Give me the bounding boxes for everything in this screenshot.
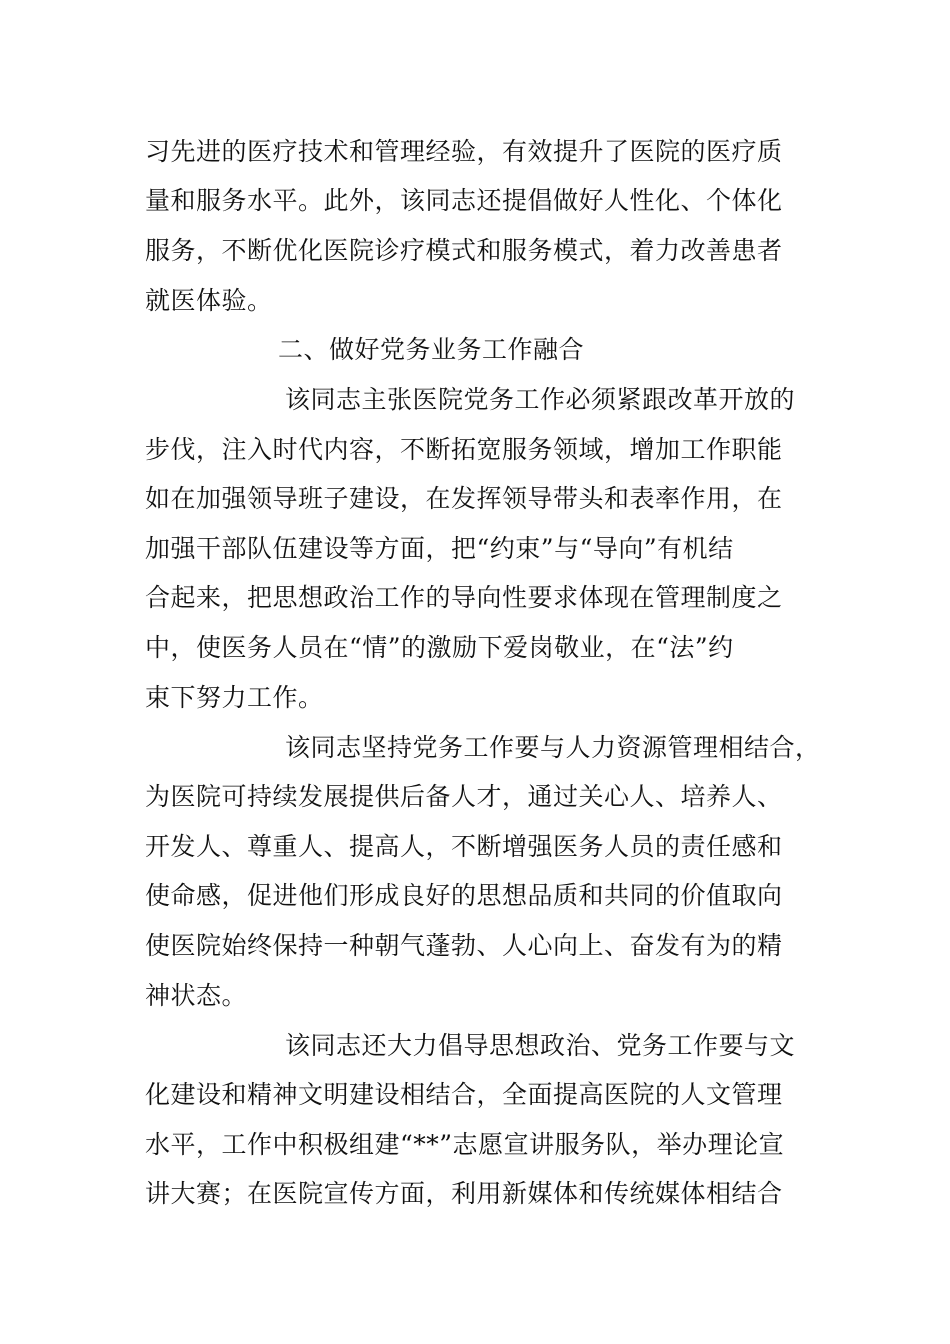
- text-line: 使命感，促进他们形成良好的思想品质和共同的价值取向: [145, 881, 783, 910]
- text-line: 该同志主张医院党务工作必须紧跟改革开放的: [285, 385, 796, 414]
- text-line: 水平，工作中积极组建“**”志愿宣讲服务队，举办理论宣: [145, 1130, 785, 1159]
- text-line: 如在加强领导班子建设，在发挥领导带头和表率作用，在: [145, 484, 783, 513]
- text-line: 束下努力工作。: [145, 683, 324, 712]
- text-line: 加强干部队伍建设等方面，把“约束”与“导向”有机结: [145, 534, 734, 563]
- text-line: 该同志还大力倡导思想政治、党务工作要与文: [285, 1031, 796, 1060]
- text-line: 服务，不断优化医院诊疗模式和服务模式，着力改善患者: [145, 236, 783, 265]
- text-line: 就医体验。: [145, 286, 273, 315]
- text-line: 为医院可持续发展提供后备人才，通过关心人、培养人、: [145, 782, 783, 811]
- text-line: 使医院始终保持一种朝气蓬勃、人心向上、奋发有为的精: [145, 931, 783, 960]
- section-heading: 二、做好党务业务工作融合: [278, 335, 585, 364]
- text-line: 神状态。: [145, 981, 248, 1010]
- text-line: 合起来，把思想政治工作的导向性要求体现在管理制度之: [145, 583, 783, 612]
- text-line: 量和服务水平。此外，该同志还提倡做好人性化、个体化: [145, 186, 783, 215]
- text-line: 该同志坚持党务工作要与人力资源管理相结合，: [285, 733, 821, 762]
- text-line: 步伐，注入时代内容，不断拓宽服务领域，增加工作职能: [145, 435, 783, 464]
- text-line: 习先进的医疗技术和管理经验，有效提升了医院的医疗质: [145, 137, 783, 166]
- text-line: 中，使医务人员在“情”的激励下爱岗敬业，在“法”约: [145, 633, 734, 662]
- text-line: 化建设和精神文明建设相结合，全面提高医院的人文管理: [145, 1080, 783, 1109]
- text-line: 讲大赛；在医院宣传方面，利用新媒体和传统媒体相结合: [145, 1179, 783, 1208]
- text-line: 开发人、尊重人、提高人，不断增强医务人员的责任感和: [145, 832, 783, 861]
